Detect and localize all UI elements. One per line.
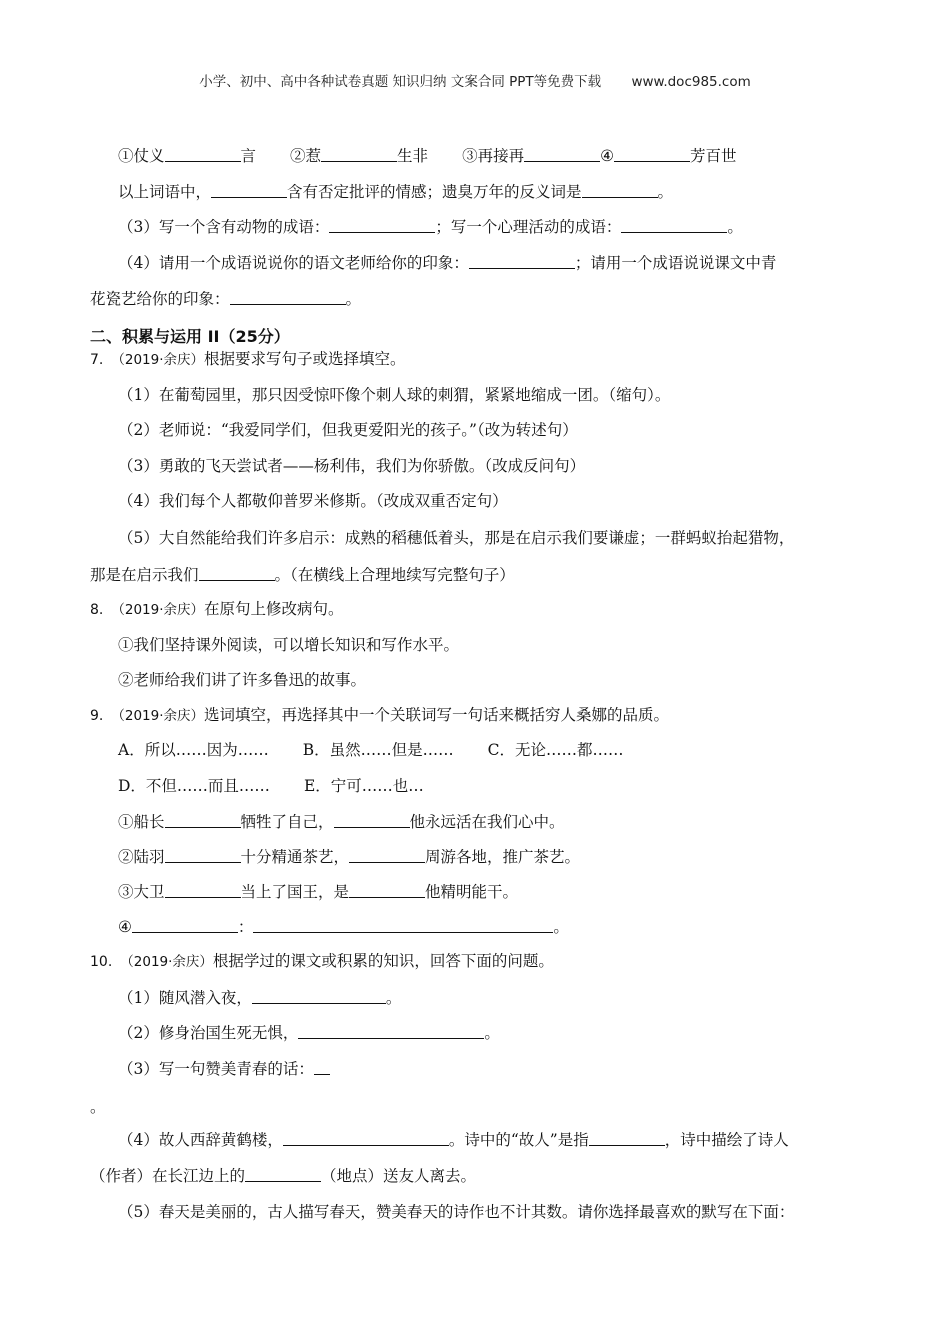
blank[interactable] bbox=[329, 217, 435, 233]
q10-stem: 10. （2019·余庆）根据学过的课文或积累的知识，回答下面的问题。 bbox=[90, 952, 554, 970]
blank[interactable] bbox=[132, 917, 238, 933]
header-text: 小学、初中、高中各种试卷真题 知识归纳 文案合同 PPT等免费下载 bbox=[199, 74, 602, 90]
blank[interactable] bbox=[199, 565, 275, 581]
option-e: E．宁可……也… bbox=[303, 777, 424, 795]
blank[interactable] bbox=[621, 217, 727, 233]
page-header bbox=[0, 70, 950, 90]
blank[interactable] bbox=[589, 1130, 665, 1146]
q9-stem: 9. （2019·余庆）选词填空，再选择其中一个关联词写一句话来概括穷人桑娜的品质。 bbox=[90, 706, 670, 724]
header-url[interactable]: www.doc985.com bbox=[631, 74, 751, 90]
q9-fill-1: ①船长 牺牲了自己， 他永远活在我们心中。 bbox=[118, 813, 565, 831]
blank[interactable] bbox=[349, 882, 425, 898]
option-a: A．所以……因为…… bbox=[118, 741, 269, 759]
q10-item-3: （3）写一句赞美青春的话： bbox=[118, 1059, 330, 1079]
blank[interactable] bbox=[582, 182, 658, 198]
q8-sentence-1: ①我们坚持课外阅读，可以增长知识和写作水平。 bbox=[118, 636, 460, 654]
blank[interactable] bbox=[165, 882, 241, 898]
option-c: C．无论……都…… bbox=[487, 741, 624, 759]
blank[interactable] bbox=[165, 847, 241, 863]
q9-options-row-1 bbox=[118, 740, 623, 760]
q7-item-1: （1）在葡萄园里，那只因受惊吓像个刺人球的刺猬，紧紧地缩成一团。（缩句）。 bbox=[118, 386, 671, 404]
blank[interactable] bbox=[469, 253, 575, 269]
blank-row-idioms: ①仗义 言 ②惹 生非 ③再接再 ④ 芳百世 bbox=[118, 147, 737, 165]
option-b: B．虽然……但是…… bbox=[302, 741, 454, 759]
q9-fill-3: ③大卫 当上了国王，是 他精明能干。 bbox=[118, 883, 519, 901]
q9-fill-2: ②陆羽 十分精通茶艺， 周游各地，推广茶艺。 bbox=[118, 848, 581, 866]
q7-item-5: （5）大自然能给我们许多启示：成熟的稻穗低着头，那是在启示我们要谦虚；一群蚂蚁抬起猎物， bbox=[118, 529, 795, 547]
question-3: （3）写一个含有动物的成语： ；写一个心理活动的成语： 。 bbox=[118, 218, 743, 236]
blank[interactable] bbox=[298, 1023, 484, 1039]
q7-item-4: （4）我们每个人都敬仰普罗米修斯。（改成双重否定句） bbox=[118, 492, 508, 510]
q10-item-2: （2）修身治国生死无惧， 。 bbox=[118, 1024, 500, 1042]
q7-item-5-cont: 那是在启示我们 。（在横线上合理地续写完整句子） bbox=[90, 566, 515, 584]
q10-item-4-cont: （作者）在长江边上的 （地点）送友人离去。 bbox=[90, 1167, 477, 1185]
blank[interactable] bbox=[524, 146, 600, 162]
blank[interactable] bbox=[245, 1166, 321, 1182]
q7-item-2: （2）老师说：“我爱同学们，但我更爱阳光的孩子。”（改为转述句） bbox=[118, 421, 578, 439]
question-4: （4）请用一个成语说说你的语文老师给你的印象： ；请用一个成语说说课文中青 bbox=[118, 254, 777, 272]
section-title: 二、积累与运用 II（25分） bbox=[90, 327, 290, 346]
q9-fill-4: ④ ： 。 bbox=[118, 918, 569, 936]
q9-options-row-2 bbox=[118, 776, 424, 796]
blank[interactable] bbox=[252, 988, 386, 1004]
question-4-cont: 花瓷艺给你的印象： 。 bbox=[90, 290, 362, 308]
blank[interactable] bbox=[165, 146, 241, 162]
blank[interactable] bbox=[283, 1130, 449, 1146]
q8-stem: 8. （2019·余庆）在原句上修改病句。 bbox=[90, 600, 344, 618]
option-d: D．不但……而且…… bbox=[118, 777, 270, 795]
q7-stem: 7. （2019·余庆）根据要求写句子或选择填空。 bbox=[90, 350, 406, 368]
blank[interactable] bbox=[349, 847, 425, 863]
q8-sentence-2: ②老师给我们讲了许多鲁迅的故事。 bbox=[118, 671, 367, 689]
blank[interactable] bbox=[165, 812, 241, 828]
blank[interactable] bbox=[253, 917, 553, 933]
q10-item-1: （1）随风潜入夜， 。 bbox=[118, 989, 402, 1007]
blank[interactable] bbox=[230, 289, 346, 305]
blank[interactable] bbox=[334, 812, 410, 828]
q10-item-4: （4）故人西辞黄鹤楼， 。诗中的“故人”是指 ，诗中描绘了诗人 bbox=[118, 1131, 789, 1149]
q10-item-5: （5）春天是美丽的，古人描写春天，赞美春天的诗作也不计其数。请你选择最喜欢的默写在下面： bbox=[118, 1203, 795, 1221]
question-line: 以上词语中， 含有否定批评的情感；遗臭万年的反义词是 。 bbox=[118, 183, 674, 201]
blank[interactable] bbox=[614, 146, 690, 162]
blank[interactable] bbox=[211, 182, 287, 198]
blank[interactable] bbox=[314, 1059, 330, 1075]
q7-item-3: （3）勇敢的飞天尝试者——杨利伟，我们为你骄傲。（改成反问句） bbox=[118, 457, 586, 475]
blank[interactable] bbox=[321, 146, 397, 162]
q10-item-3-end: 。 bbox=[90, 1098, 106, 1116]
